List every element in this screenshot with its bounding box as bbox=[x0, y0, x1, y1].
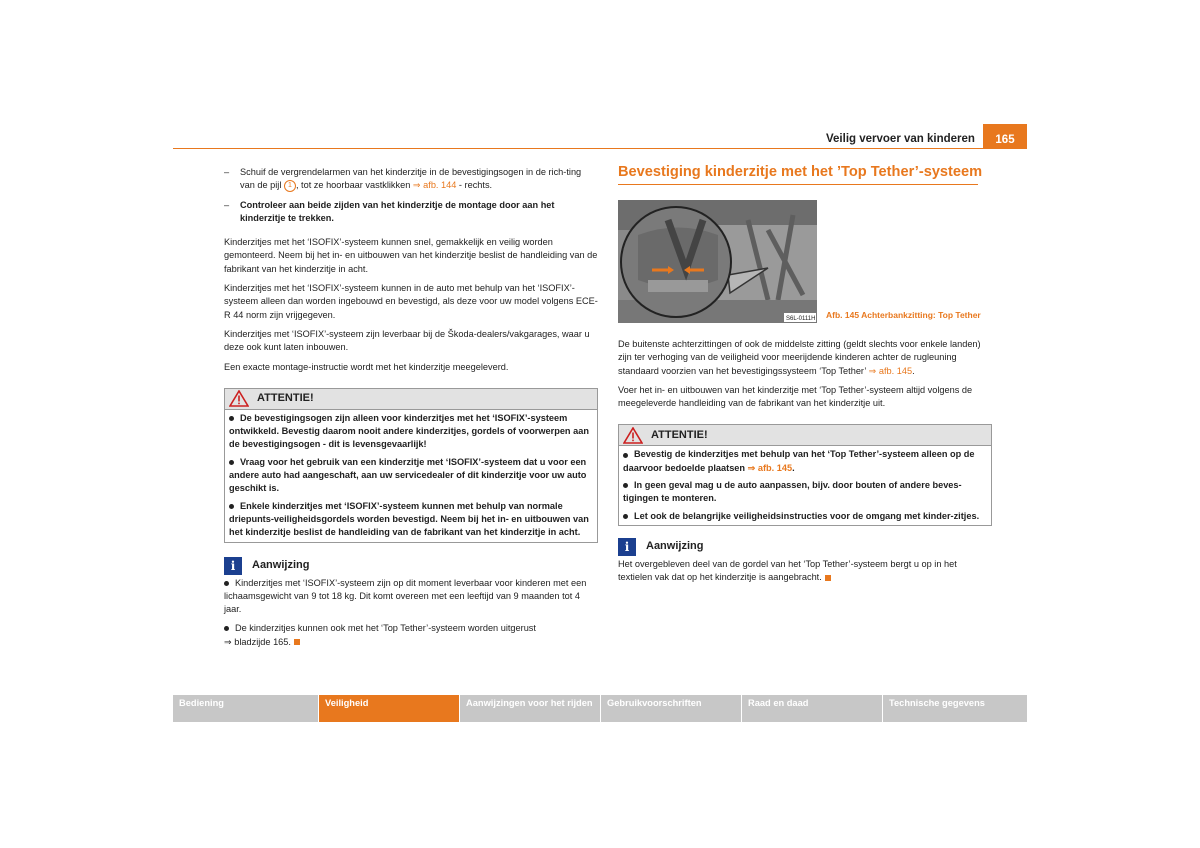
footer-tab-veiligheid[interactable]: Veiligheid bbox=[319, 695, 459, 722]
attention-item: Vraag voor het gebruik van een kinderzitje met ‘ISOFIX’-systeem dat u voor een andere auto had aangeschaft, aan uw servicedealer of dit kinderzitje voor uw auto geschikt is. bbox=[229, 456, 587, 494]
attention-box bbox=[618, 424, 992, 525]
car-seat-illustration bbox=[618, 200, 817, 323]
end-marker-icon bbox=[825, 575, 831, 581]
bullet-icon bbox=[224, 626, 229, 631]
bullet-icon bbox=[229, 416, 234, 421]
footer-tab-technische-gegevens[interactable]: Technische gegevens bbox=[883, 695, 1027, 722]
warning-triangle-icon bbox=[623, 427, 643, 444]
page-ref-link[interactable]: ⇒ bladzijde 165. bbox=[224, 636, 291, 647]
figure-code: S6L-0111H bbox=[786, 316, 816, 322]
footer-tab-raad-en-daad[interactable]: Raad en daad bbox=[742, 695, 882, 722]
attention-item: In geen geval mag u de auto aanpassen, bijv. door bouten of andere beves-tigingen te monteren. bbox=[623, 480, 962, 504]
header-rule bbox=[173, 148, 1027, 149]
attention-item: Enkele kinderzitjes met ‘ISOFIX’-systeem kunnen met behulp van normale driepunts-veiligheidsgordels worden bevestigd. Neem bij het in- en uitbouwen van het kinderzitje beslist de handleiding van de fabrikant van het kinderzitje in acht. bbox=[229, 500, 589, 538]
footer-tab-gebruikvoorschriften[interactable]: Gebruikvoorschriften bbox=[601, 695, 741, 722]
step-2: – Controleer aan beide zijden van het kinderzitje de montage door aan het kinderzitje te trekken. bbox=[224, 199, 555, 223]
note-section bbox=[618, 538, 992, 585]
note-item: Kinderzitjes met ‘ISOFIX’-systeem zijn op dit moment leverbaar voor kinderen met een lichaamsgewicht van 9 tot 18 kg. Dit komt overeen met een leeftijd van 9 maanden tot 4 jaar. bbox=[224, 577, 587, 615]
attention-item: Bevestig de kinderzitjes met behulp van het ‘Top Tether’-systeem alleen op de daarvoor bedoelde plaatsen ⇒ afb. 145. bbox=[623, 449, 975, 473]
attention-header bbox=[619, 425, 991, 446]
figure-caption: Afb. 145 Achterbankzitting: Top Tether bbox=[826, 310, 981, 320]
info-icon: i bbox=[618, 538, 636, 556]
note-section bbox=[224, 557, 598, 649]
left-column bbox=[224, 166, 598, 655]
figure-ref-link[interactable]: ⇒ afb. 145 bbox=[747, 462, 793, 473]
bullet-icon bbox=[224, 581, 229, 586]
info-icon: i bbox=[224, 557, 242, 575]
section-title: Bevestiging kinderzitje met het ’Top Tether’-systeem bbox=[618, 164, 983, 180]
figure-ref-link[interactable]: ⇒ afb. 144 bbox=[412, 180, 457, 191]
paragraph: Een exacte montage-instructie wordt met het kinderzitje meegeleverd. bbox=[224, 361, 509, 372]
paragraph: Kinderzitjes met ‘ISOFIX’-systeem zijn leverbaar bij de Škoda-dealers/vakgarages, waar u deze ook kunt laten inbouwen. bbox=[224, 328, 590, 353]
bullet-icon bbox=[229, 504, 234, 509]
figure-top-tether bbox=[618, 200, 817, 323]
section-title-rule bbox=[618, 184, 978, 185]
paragraph: Kinderzitjes met het ‘ISOFIX’-systeem kunnen in de auto met behulp van het ‘ISOFIX’-systeem alleen dan worden ingebouwd en bevestigd, als deze voor uw model volgens ECE-R 44 norm zijn vrijgegeven. bbox=[224, 283, 598, 320]
figure-ref-link[interactable]: ⇒ afb. 145 bbox=[868, 365, 913, 376]
paragraph: Kinderzitjes met het ‘ISOFIX’-systeem kunnen snel, gemakkelijk en veilig worden gemonteerd. Neem bij het in- en uitbouwen van het kinderzitje beslist de handleiding van de fabrikant van het kinderzitje in acht. bbox=[224, 237, 598, 274]
attention-header bbox=[225, 389, 597, 410]
paragraph: Voer het in- en uitbouwen van het kinderzitje met ‘Top Tether’-systeem altijd volgens de meegeleverde handleiding van de fabrikant van het kinderzitje uit. bbox=[618, 384, 973, 409]
callout-1-icon: 1 bbox=[284, 180, 296, 192]
attention-box bbox=[224, 388, 598, 543]
note-title: Aanwijzing bbox=[646, 540, 704, 553]
note-title: Aanwijzing bbox=[252, 558, 310, 571]
warning-triangle-icon bbox=[229, 390, 249, 407]
footer-tab-bediening[interactable]: Bediening bbox=[173, 695, 318, 722]
attention-title: ATTENTIE! bbox=[651, 428, 708, 441]
bullet-icon bbox=[229, 460, 234, 465]
note-text: Het overgebleven deel van de gordel van het ‘Top Tether’-systeem bergt u op in het textielen vak dat op het kinderzitje is aangebracht. bbox=[618, 558, 957, 583]
footer-tab-aanwijzingen[interactable]: Aanwijzingen voor het rijden bbox=[460, 695, 600, 722]
attention-item: De bevestigingsogen zijn alleen voor kinderzitjes met het ‘ISOFIX’-systeem ontwikkeld. Bevestig daarom nooit andere kinderzitjes, gordels of voorwerpen aan de bevestigingsogen - dit is levensgevaarlijk! bbox=[229, 412, 589, 450]
bullet-icon bbox=[623, 453, 628, 458]
note-item: De kinderzitjes kunnen ook met het ‘Top Tether’-systeem worden uitgerust ⇒ bladzijde 165. bbox=[224, 623, 536, 647]
step-1: – Schuif de vergrendelarmen van het kinderzitje in de bevestigingsogen in de rich-ting van de pijl 1 , tot ze hoorbaar vastklikken ⇒ afb. 144 - rechts. bbox=[224, 167, 582, 191]
page-number: 165 bbox=[983, 124, 1027, 149]
attention-title: ATTENTIE! bbox=[257, 392, 314, 405]
right-column bbox=[618, 338, 992, 591]
attention-item: Let ook de belangrijke veiligheidsinstructies voor de omgang met kinder-zitjes. bbox=[623, 510, 987, 523]
bullet-icon bbox=[623, 514, 628, 519]
paragraph: De buitenste achterzittingen of ook de middelste zitting (geldt slechts voor enkele landen) zijn ter verhoging van de veiligheid voor meerijdende kinderen achter de rugleuning standaard voorzien van het bevestigingssysteem ‘Top Tether’ ⇒ afb. 145. bbox=[618, 339, 981, 376]
end-marker-icon bbox=[294, 639, 300, 645]
running-header-title: Veilig vervoer van kinderen bbox=[826, 133, 975, 145]
bullet-icon bbox=[623, 483, 628, 488]
